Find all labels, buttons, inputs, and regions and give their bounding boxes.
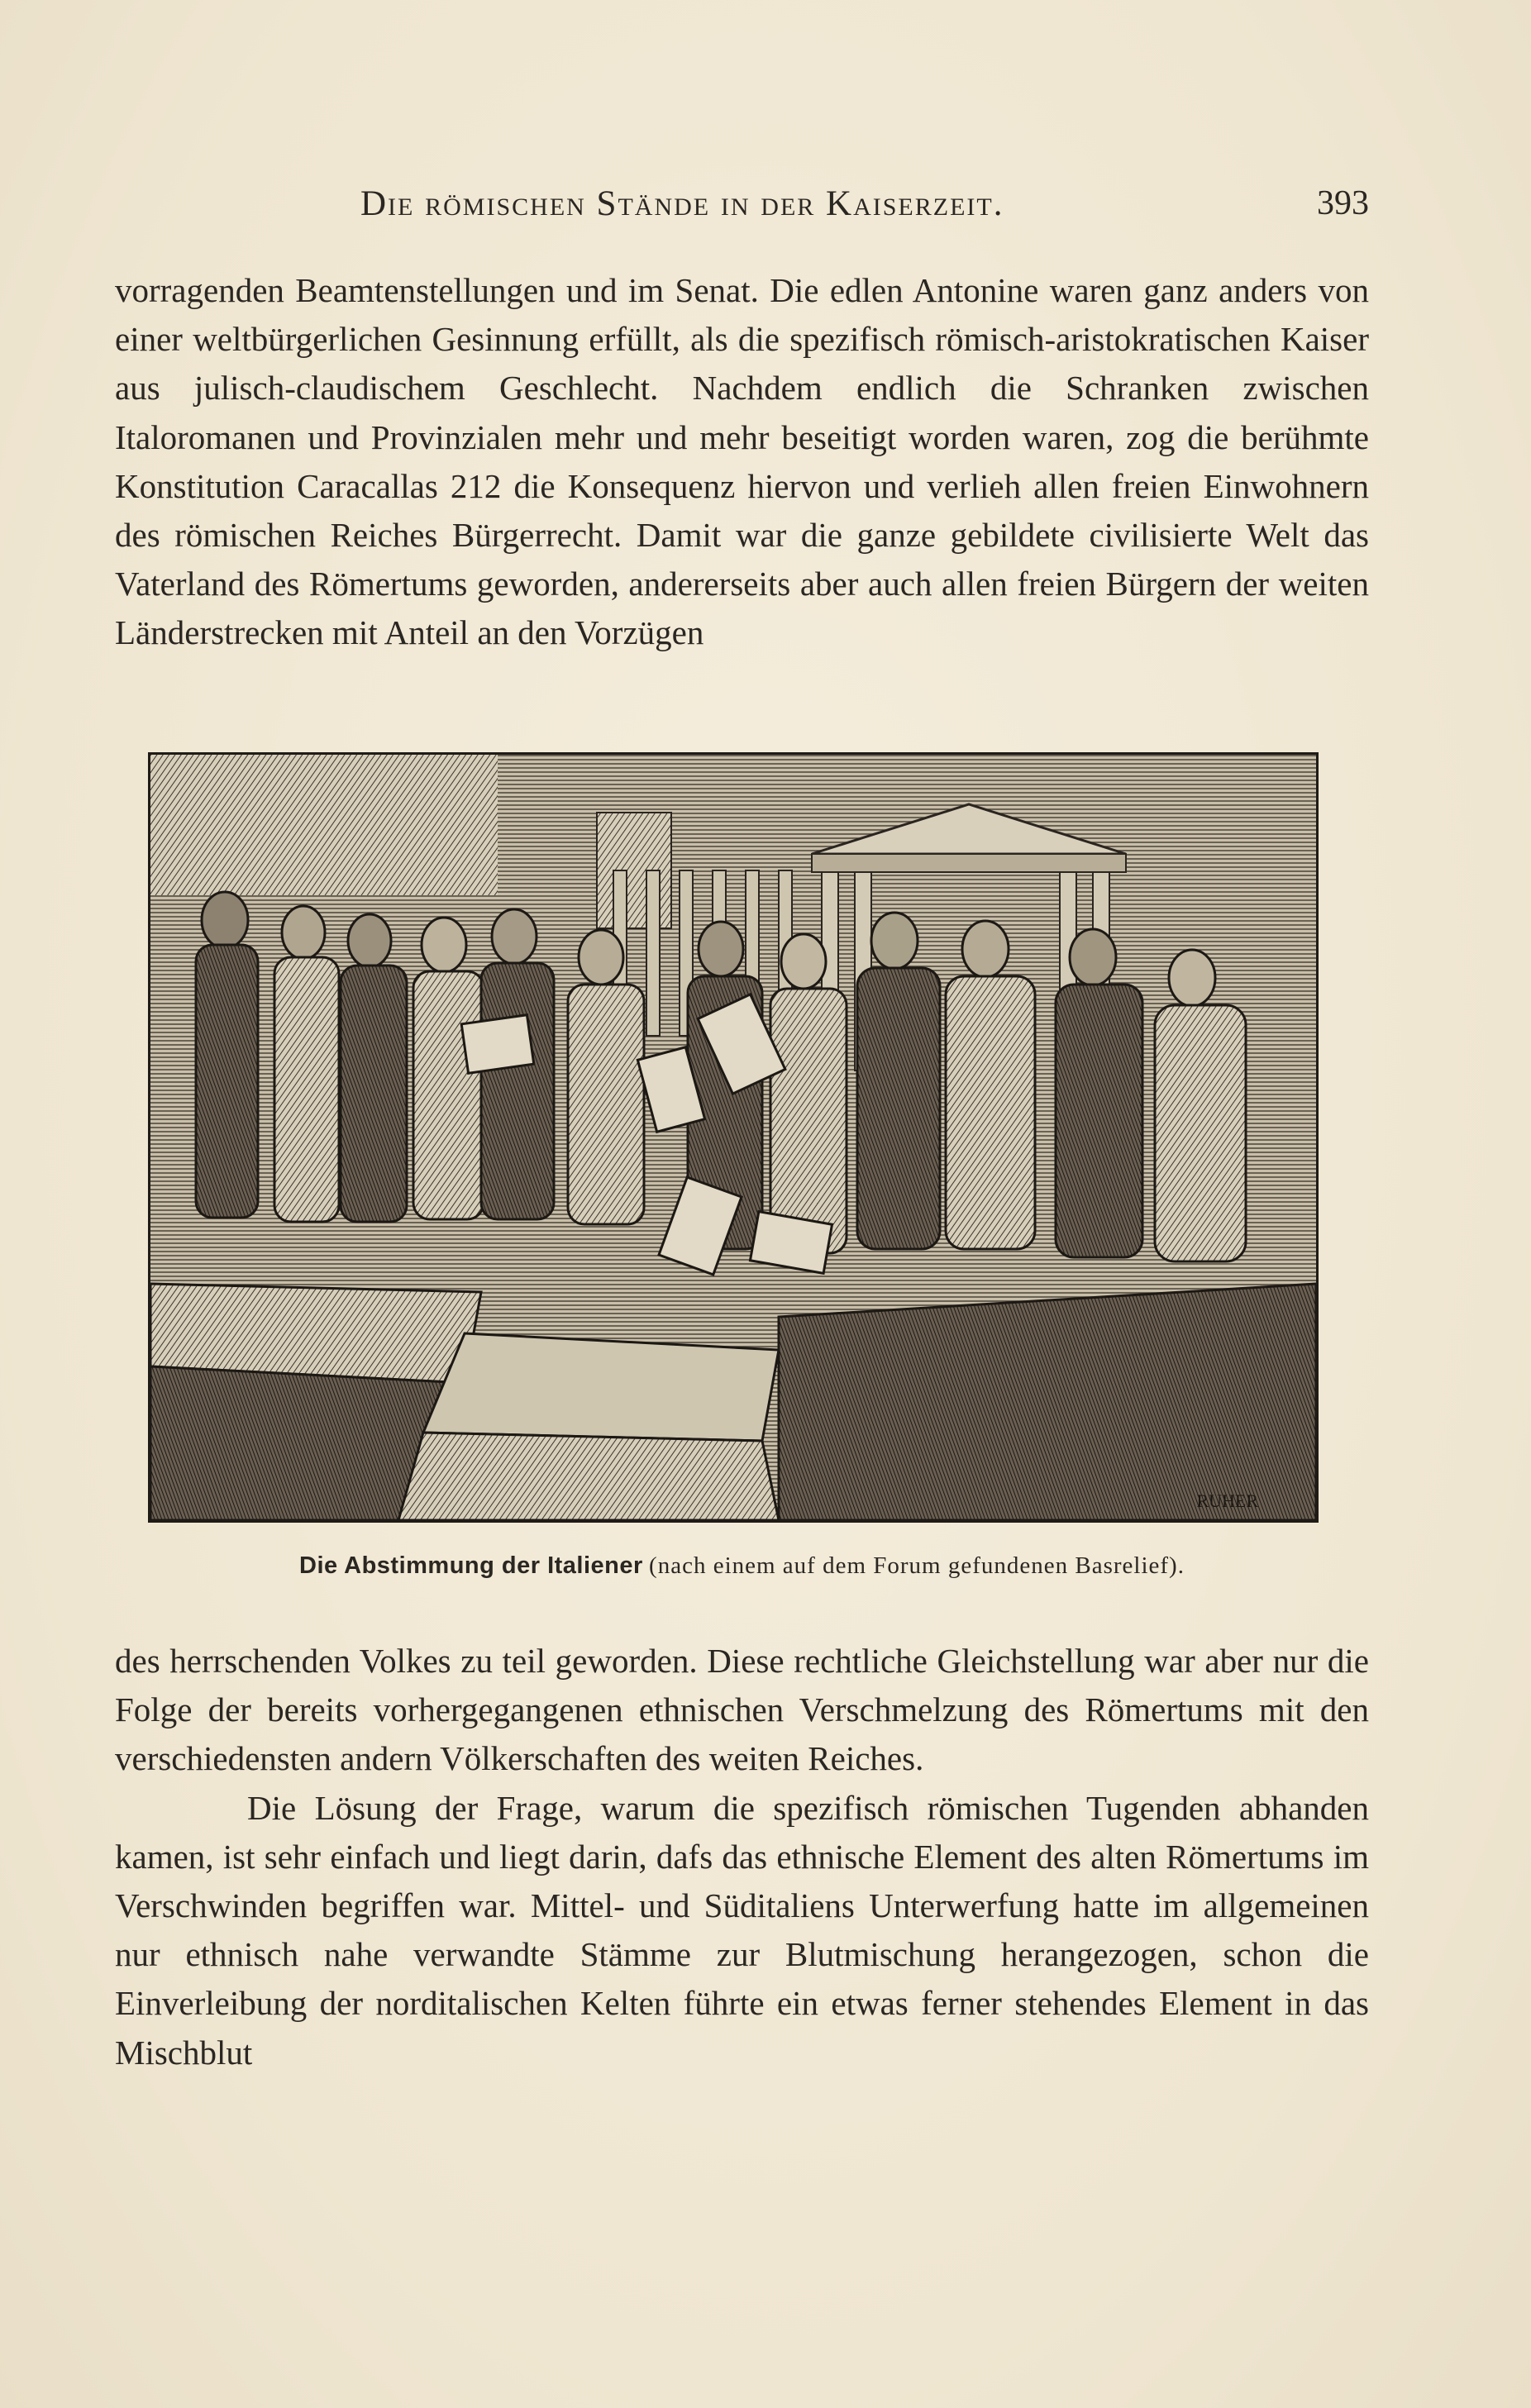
- caption-title: Die Abstimmung der Italiener: [299, 1552, 643, 1579]
- paragraph: Die Lösung der Frage, warum die spezifisch römischen Tugenden abhanden kamen, ist sehr einfach und liegt darin, dafs das ethnische Element des alten Römertums im Verschwinden begriffen war. Mittel- und Süditaliens Unterwerfung hatte im allgemeinen nur ethnisch nahe verwandte Stämme zur Blutmischung herangezogen, schon die Einverleibung der norditalischen Kelten führte ein etwas ferner stehendes Element in das Mischblut: [115, 1788, 1369, 2072]
- relief-illustration: [148, 752, 1319, 1523]
- caption-source: (nach einem auf dem Forum gefundenen Basrelief).: [649, 1552, 1185, 1579]
- paragraph: vorragenden Beamtenstellungen und im Senat. Die edlen Antonine waren ganz anders von einer weltbürgerlichen Gesinnung erfüllt, als die spezifisch römisch-aristokratischen Kaiser aus julisch-claudischem Geschlecht. Nachdem endlich die Schranken zwischen Italoromanen und Provinzialen mehr und mehr beseitigt worden waren, zog die berühmte Konstitution Caracallas 212 die Konsequenz hiervon und verlieh allen freien Einwohnern des römischen Reiches Bürgerrecht. Damit war die ganze gebildete civilisierte Welt das Vaterland des Römertums geworden, andererseits aber auch allen freien Bürgern der weiten Länderstrecken mit Anteil an den Vorzügen: [115, 271, 1369, 652]
- running-head: [115, 184, 1369, 233]
- running-title: Die römischen Stände in der Kaiserzeit.: [360, 184, 1004, 223]
- artist-signature: RUHER: [1196, 1490, 1258, 1511]
- figure-caption: [115, 1552, 1369, 1580]
- body-text-top: [115, 266, 1369, 658]
- body-text-bottom: [115, 1637, 1369, 2077]
- paragraph: des herrschenden Volkes zu teil geworden. Diese rechtliche Gleichstellung war aber nur die Folge der bereits vorhergegangenen ethnischen Verschmelzung des Römertums mit den verschiedensten andern Völkerschaften des weiten Reiches.: [115, 1642, 1369, 1778]
- page-number: 393: [1317, 184, 1369, 222]
